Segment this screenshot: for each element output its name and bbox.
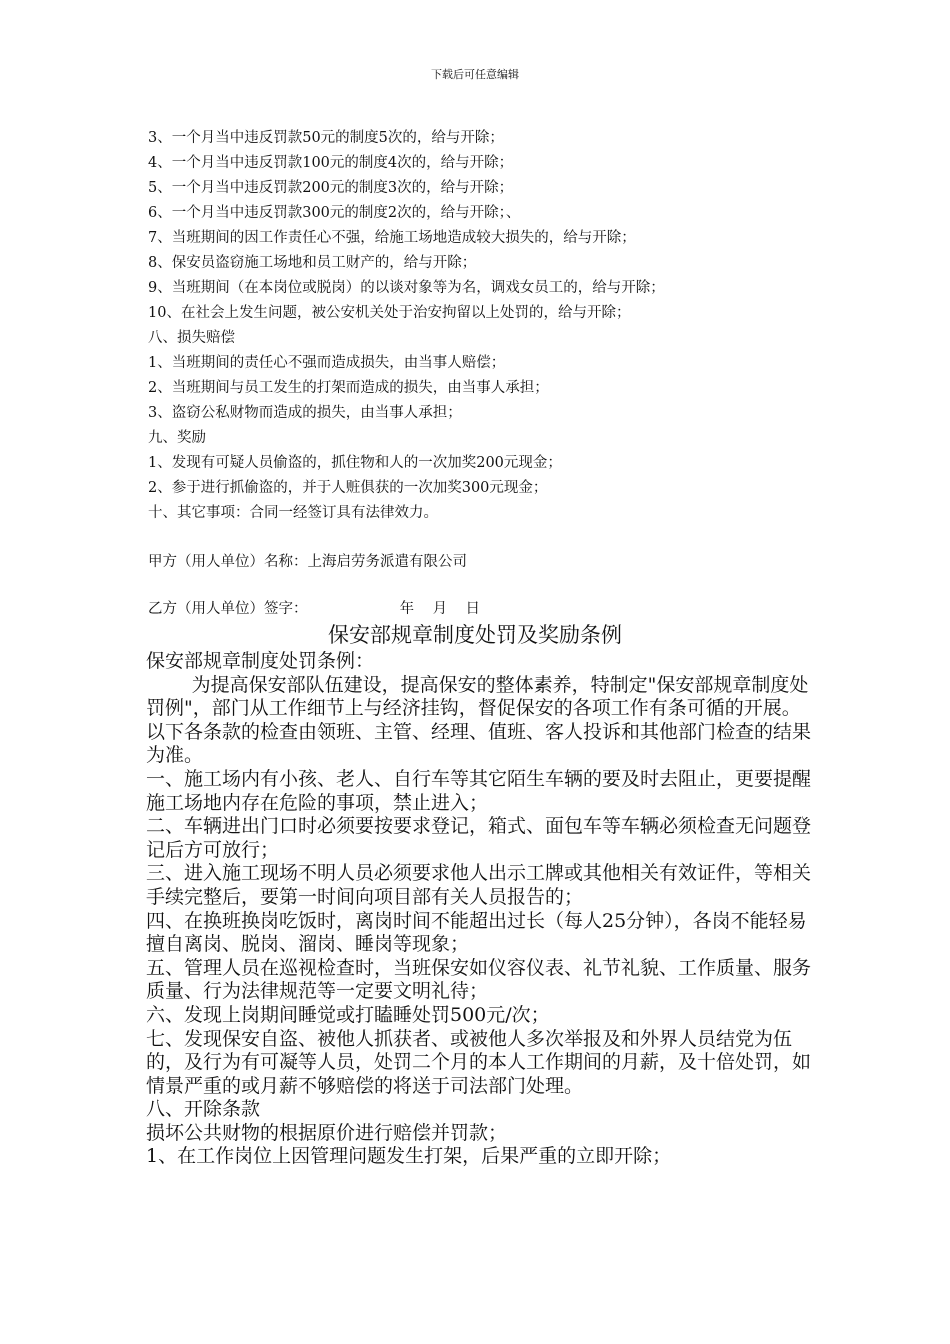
party-b-signature-line: 乙方（用人单位）签字： 年 月 日 bbox=[148, 601, 481, 617]
rule-paragraph: 1、在工作岗位上因管理问题发生打架，后果严重的立即开除； bbox=[146, 1145, 672, 1168]
list-item: 5、一个月当中违反罚款200元的制度3次的，给与开除； bbox=[148, 180, 514, 196]
section-heading-other: 十、其它事项：合同一经签订具有法律效力。 bbox=[148, 505, 438, 521]
list-item: 2、参于进行抓偷盗的，并于人赃俱获的一次加奖300元现金； bbox=[148, 480, 548, 496]
list-item: 6、一个月当中违反罚款300元的制度2次的，给与开除；、 bbox=[148, 205, 521, 221]
list-item: 1、发现有可疑人员偷盗的，抓住物和人的一次加奖200元现金； bbox=[148, 455, 562, 471]
list-item: 2、当班期间与员工发生的打架而造成的损失，由当事人承担； bbox=[148, 380, 549, 396]
list-item: 9、当班期间（在本岗位或脱岗）的以谈对象等为名，调戏女员工的，给与开除； bbox=[148, 280, 665, 296]
list-item: 3、一个月当中违反罚款50元的制度5次的，给与开除； bbox=[148, 130, 504, 146]
list-item: 1、当班期间的责任心不强而造成损失，由当事人赔偿； bbox=[148, 355, 506, 371]
rule-paragraph: 二、车辆进出门口时必须要按要求登记，箱式、面包车等车辆必须检查无问题登记后方可放行； bbox=[146, 815, 812, 861]
intro-paragraph: 为提高保安部队伍建设，提高保安的整体素养，特制定"保安部规章制度处罚例"，部门从工作细节上与经济挂钩，督促保安的各项工作有条可循的开展。以下各条款的检查由领班、主管、经理、值班、客人投诉和其他部门检查的结果为准。 bbox=[146, 673, 812, 767]
rule-paragraph: 七、发现保安自盗、被他人抓获者、或被他人多次举报及和外界人员结党为伍的，及行为有可凝等人员，处罚二个月的本人工作期间的月薪，及十倍处罚，如情景严重的或月薪不够赔偿的将送于司法部门处理。 bbox=[146, 1027, 812, 1097]
section-heading-rewards: 九、奖励 bbox=[148, 430, 206, 446]
rule-paragraph: 三、进入施工现场不明人员必须要求他人出示工牌或其他相关有效证件，等相关手续完整后，要第一时间向项目部有关人员报告的； bbox=[146, 862, 812, 908]
section-heading-dismissal: 八、开除条款 bbox=[146, 1098, 261, 1121]
list-item: 8、保安员盗窃施工场地和员工财产的，给与开除； bbox=[148, 255, 477, 271]
rule-paragraph: 五、管理人员在巡视检查时，当班保安如仪容仪表、礼节礼貌、工作质量、服务质量、行为法律规范等一定要文明礼待； bbox=[146, 956, 812, 1003]
section-regulations bbox=[146, 650, 818, 1169]
section-heading-compensation: 八、损失赔偿 bbox=[148, 330, 235, 346]
list-item: 4、一个月当中违反罚款100元的制度4次的，给与开除； bbox=[148, 155, 514, 171]
list-item: 3、盗窃公私财物而造成的损失，由当事人承担； bbox=[148, 405, 462, 421]
rule-paragraph: 六、发现上岗期间睡觉或打瞌睡处罚500元/次； bbox=[146, 1003, 550, 1026]
rule-paragraph: 四、在换班换岗吃饭时，离岗时间不能超出过长（每人25分钟），各岗不能轻易擅自离岗、脱岗、溜岗、睡岗等现象； bbox=[146, 909, 807, 956]
page-header: 下载后可任意编辑 bbox=[431, 68, 519, 81]
document-title: 保安部规章制度处罚及奖励条例 bbox=[328, 623, 622, 647]
rule-paragraph: 损坏公共财物的根据原价进行赔偿并罚款； bbox=[146, 1121, 508, 1144]
section-subtitle: 保安部规章制度处罚条例： bbox=[146, 650, 375, 672]
list-item: 10、在社会上发生问题，被公安机关处于治安拘留以上处罚的，给与开除； bbox=[148, 305, 631, 321]
list-item: 7、当班期间的因工作责任心不强，给施工场地造成较大损失的，给与开除； bbox=[148, 230, 636, 246]
party-a-line: 甲方（用人单位）名称：上海启劳务派遣有限公司 bbox=[148, 554, 467, 570]
rule-paragraph: 一、施工场内有小孩、老人、自行车等其它陌生车辆的要及时去阻止，更要提醒施工场地内存在危险的事项，禁止进入； bbox=[146, 767, 812, 814]
section-penalty-list bbox=[148, 126, 848, 622]
